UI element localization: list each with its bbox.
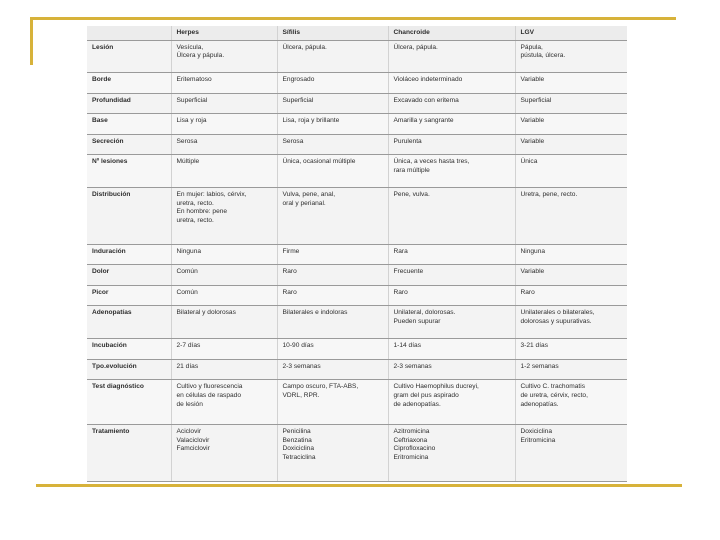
table-row bbox=[87, 188, 627, 245]
decorative-top-line bbox=[30, 17, 676, 20]
header-corner bbox=[87, 26, 171, 40]
table-row bbox=[87, 40, 627, 73]
table-cell: Aciclovir Valaciclovir Famciclovir bbox=[171, 424, 277, 481]
comparison-table-container bbox=[87, 26, 627, 482]
header-sifilis: Sífilis bbox=[277, 26, 388, 40]
row-header: Secreción bbox=[87, 134, 171, 155]
table-cell: Raro bbox=[388, 285, 515, 306]
decorative-bottom-line bbox=[36, 484, 682, 487]
table-cell: Cultivo Haemophilus ducreyi, gram del pus aspirado de adenopatías. bbox=[388, 380, 515, 425]
table-cell: Superficial bbox=[277, 93, 388, 114]
table-cell: Cultivo y fluorescencia en células de raspado de lesión bbox=[171, 380, 277, 425]
table-row bbox=[87, 244, 627, 265]
table-cell: Raro bbox=[515, 285, 627, 306]
table-cell: Ninguna bbox=[515, 244, 627, 265]
table-cell: Raro bbox=[277, 285, 388, 306]
table-cell: Variable bbox=[515, 134, 627, 155]
row-header: Tpo.evolución bbox=[87, 359, 171, 380]
table-row bbox=[87, 306, 627, 339]
row-header: Distribución bbox=[87, 188, 171, 245]
table-cell: Vulva, pene, anal, oral y perianal. bbox=[277, 188, 388, 245]
table-cell: Común bbox=[171, 285, 277, 306]
table-row bbox=[87, 359, 627, 380]
std-comparison-table bbox=[87, 26, 627, 482]
table-cell: 2-3 semanas bbox=[388, 359, 515, 380]
row-header: Test diagnóstico bbox=[87, 380, 171, 425]
table-cell: Eritematoso bbox=[171, 73, 277, 94]
table-cell: Violáceo indeterminado bbox=[388, 73, 515, 94]
row-header: Induración bbox=[87, 244, 171, 265]
table-cell: Pene, vulva. bbox=[388, 188, 515, 245]
table-row bbox=[87, 155, 627, 188]
table-cell: Superficial bbox=[515, 93, 627, 114]
table-cell: Unilateral, dolorosas. Pueden supurar bbox=[388, 306, 515, 339]
table-cell: Azitromicina Ceftriaxona Ciprofloxacino Eritromicina bbox=[388, 424, 515, 481]
table-cell: Única bbox=[515, 155, 627, 188]
row-header: Adenopatías bbox=[87, 306, 171, 339]
table-cell: Bilaterales e indoloras bbox=[277, 306, 388, 339]
header-lgv: LGV bbox=[515, 26, 627, 40]
table-cell: Amarilla y sangrante bbox=[388, 114, 515, 135]
table-cell: 1-14 días bbox=[388, 339, 515, 360]
table-cell: Lisa, roja y brillante bbox=[277, 114, 388, 135]
table-cell: En mujer: labios, cérvix, uretra, recto. En hombre: pene uretra, recto. bbox=[171, 188, 277, 245]
table-cell: 21 días bbox=[171, 359, 277, 380]
table-cell: Ninguna bbox=[171, 244, 277, 265]
table-cell: Firme bbox=[277, 244, 388, 265]
table-row bbox=[87, 424, 627, 481]
row-header: Nº lesiones bbox=[87, 155, 171, 188]
table-cell: Engrosado bbox=[277, 73, 388, 94]
table-cell: Campo oscuro, FTA-ABS, VDRL, RPR. bbox=[277, 380, 388, 425]
table-row bbox=[87, 265, 627, 286]
row-header: Tratamiento bbox=[87, 424, 171, 481]
table-row bbox=[87, 285, 627, 306]
table-cell: Común bbox=[171, 265, 277, 286]
table-cell: Úlcera, pápula. bbox=[277, 40, 388, 73]
table-cell: 2-3 semanas bbox=[277, 359, 388, 380]
table-cell: Múltiple bbox=[171, 155, 277, 188]
header-herpes: Herpes bbox=[171, 26, 277, 40]
table-cell: Frecuente bbox=[388, 265, 515, 286]
header-chancroide: Chancroide bbox=[388, 26, 515, 40]
table-header-row bbox=[87, 26, 627, 40]
table-cell: 3-21 días bbox=[515, 339, 627, 360]
table-row bbox=[87, 93, 627, 114]
table-cell: Serosa bbox=[171, 134, 277, 155]
table-cell: Rara bbox=[388, 244, 515, 265]
table-cell: Variable bbox=[515, 114, 627, 135]
table-cell: Pápula, pústula, úlcera. bbox=[515, 40, 627, 73]
row-header: Lesión bbox=[87, 40, 171, 73]
table-row bbox=[87, 134, 627, 155]
row-header: Dolor bbox=[87, 265, 171, 286]
table-cell: Raro bbox=[277, 265, 388, 286]
table-row bbox=[87, 380, 627, 425]
decorative-left-line bbox=[30, 17, 33, 65]
table-cell: Doxiciclina Eritromicina bbox=[515, 424, 627, 481]
table-cell: Excavado con eritema bbox=[388, 93, 515, 114]
table-cell: 10-90 días bbox=[277, 339, 388, 360]
row-header: Borde bbox=[87, 73, 171, 94]
table-cell: Purulenta bbox=[388, 134, 515, 155]
table-cell: Bilateral y dolorosas bbox=[171, 306, 277, 339]
row-header: Profundidad bbox=[87, 93, 171, 114]
table-cell: Úlcera, pápula. bbox=[388, 40, 515, 73]
table-row bbox=[87, 339, 627, 360]
row-header: Incubación bbox=[87, 339, 171, 360]
table-row bbox=[87, 114, 627, 135]
table-cell: Uretra, pene, recto. bbox=[515, 188, 627, 245]
table-cell: Cultivo C. trachomatis de uretra, cérvix, recto, adenopatías. bbox=[515, 380, 627, 425]
table-row bbox=[87, 73, 627, 94]
table-cell: Lisa y roja bbox=[171, 114, 277, 135]
table-cell: Serosa bbox=[277, 134, 388, 155]
table-cell: Unilaterales o bilaterales, dolorosas y supurativas. bbox=[515, 306, 627, 339]
row-header: Base bbox=[87, 114, 171, 135]
table-cell: 1-2 semanas bbox=[515, 359, 627, 380]
table-cell: Vesícula, Úlcera y pápula. bbox=[171, 40, 277, 73]
table-cell: Penicilina Benzatina Doxiciclina Tetraciclina bbox=[277, 424, 388, 481]
table-cell: 2-7 días bbox=[171, 339, 277, 360]
row-header: Picor bbox=[87, 285, 171, 306]
table-cell: Única, a veces hasta tres, rara múltiple bbox=[388, 155, 515, 188]
table-cell: Variable bbox=[515, 73, 627, 94]
table-cell: Única, ocasional múltiple bbox=[277, 155, 388, 188]
table-cell: Variable bbox=[515, 265, 627, 286]
table-cell: Superficial bbox=[171, 93, 277, 114]
